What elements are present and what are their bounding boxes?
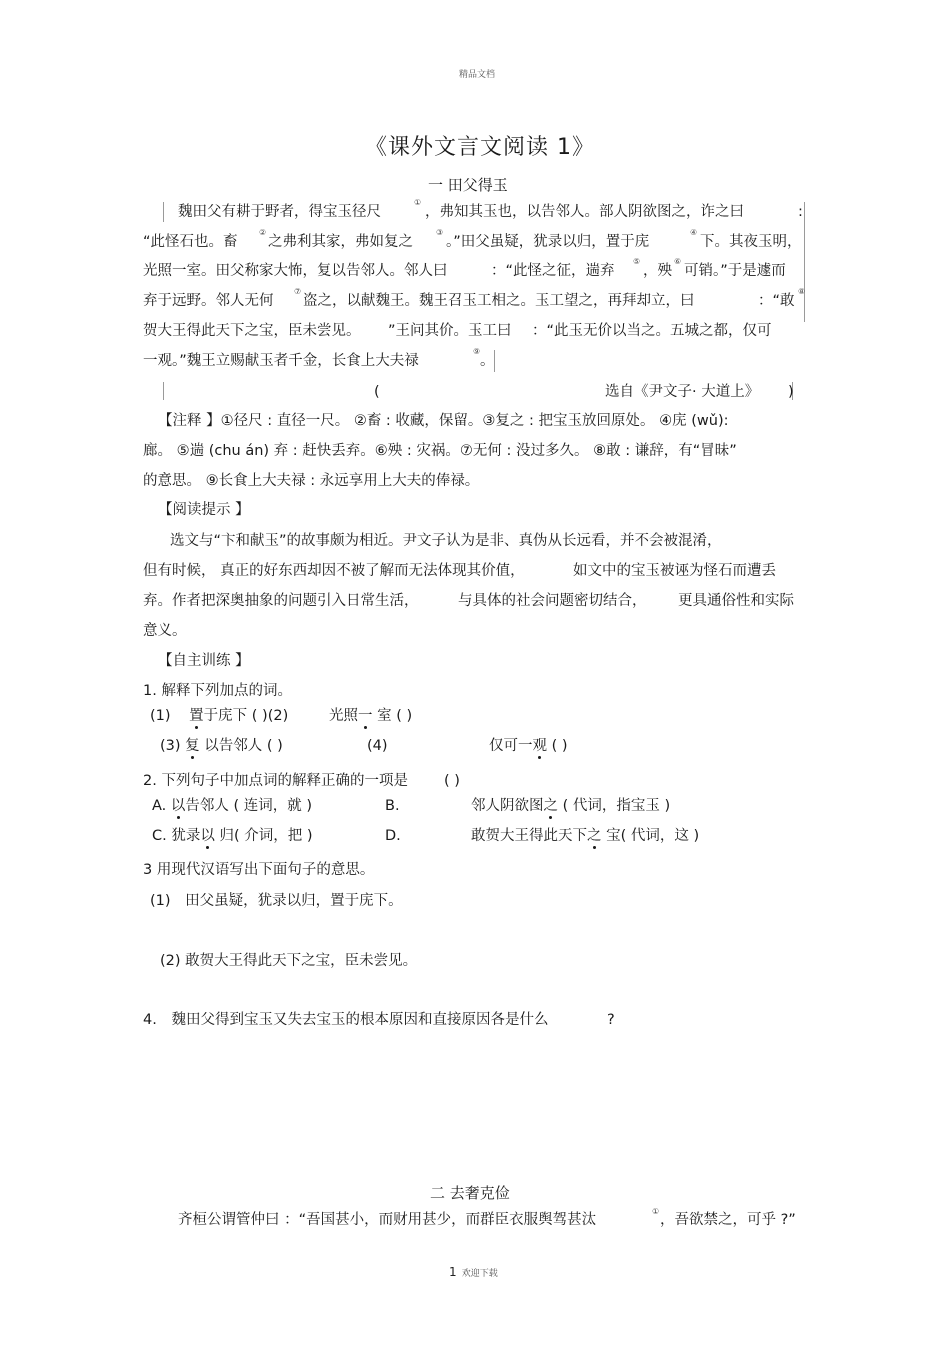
passage-line: 可销。”于是遽而 [684,263,786,279]
item-number: (1) [150,893,171,909]
passage-line: 一观。”魏王立赐献玉者千金，长食上大夫禄 [143,353,419,369]
item-text: 光照 [329,708,358,724]
notes-line: 【注释 】①径尺 : 直径一尺。 ②畜 : 收藏，保留。③复之 : 把宝玉放回原处。 ④庑 (wǔ): [158,413,729,429]
q3-item-1 [150,894,403,909]
dotted-word: 以 [170,798,186,814]
passage-line: 。”田父虽疑，犹录以归，置于庑 [446,234,650,250]
footer-label: 欢迎下载 [461,1269,498,1279]
section2-line: 齐桓公谓管仲曰 ：“吾国甚小，而财用甚少，而群臣衣服舆驾甚汰 [178,1212,597,1228]
footnote-marker: ② [259,228,267,237]
source-citation: 选自《尹文子· 大道上》 [605,384,760,400]
passage-line: ，弗知其玉也，以告邻人。部人阴欲图之，诈之曰 [425,204,744,220]
passage-line: 。 [480,353,495,369]
section2-line: ，吾欲禁之，可乎 ?” [660,1212,796,1228]
q1-item-1 [150,709,288,724]
item-number: (2) [160,953,181,969]
item-text: 仅可一 [489,738,533,754]
question-1: 1. 解释下列加点的词。 [143,683,292,699]
passage-line: 光照一室。田父称家大怖，复以告邻人。邻人曰 [143,263,448,279]
passage-line: ：“敢 [758,293,795,309]
frame-line [163,202,164,222]
q1-item-3 [160,739,283,754]
dotted-word: 复 [185,738,200,754]
footnote-marker: ① [414,198,422,207]
passage-line: 盗之，以献魏王。魏王召玉工相之。玉工望之，再拜却立，曰 [303,293,695,309]
q1-item-4 [489,739,568,754]
question-mark: ? [607,1012,615,1028]
section-heading-2: 二 去奢克俭 [430,1184,510,1202]
footnote-marker: ⑦ [294,287,302,296]
training-heading: 【自主训练 】 [158,653,250,669]
item-text: 敢贺大王得此天下之宝，臣未尝见。 [185,953,418,969]
passage-line: ，殃 [643,263,672,279]
notes-line: 的意思。 ⑨长食上大夫禄 : 永远享用上大夫的俸禄。 [143,473,480,489]
dotted-word: 之 [543,798,558,814]
dotted-word: 一 [358,708,373,724]
passage-line: 弃于远野。邻人无何 [143,293,274,309]
question-3: 3 用现代汉语写出下面句子的意思。 [143,862,375,878]
passage-line: ”王问其价。玉工曰 [388,323,512,339]
hint-heading: 【阅读提示 】 [158,502,250,518]
option-d-label[interactable]: D. [385,828,401,844]
question-2: 2. 下列句子中加点词的解释正确的一项是 [143,773,408,789]
option-d[interactable] [471,829,699,844]
footnote-marker: ⑥ [674,257,682,266]
q3-item-2 [160,954,417,969]
hint-line: 选文与“卞和献玉”的故事颇为相近。尹文子认为是非、真伪从长远看，并不会被混淆， [170,533,722,549]
item-text: 以告邻人 ( ) [199,738,283,754]
page-title: 《课外文言文阅读 1》 [365,135,595,160]
passage-line: “此怪石也。畜 [143,234,238,250]
dotted-word: 观 [532,738,547,754]
passage-line: 之弗利其家，弗如复之 [268,234,413,250]
passage-line: ：“此怪之征，遄弃 [491,263,615,279]
answer-paren: ( ) [444,773,460,789]
question-4 [143,1013,548,1028]
footnote-marker: ⑨ [473,347,481,356]
item-text: 于庑下 ( )(2) [203,708,289,724]
option-text: 告邻人 ( 连词，就 ) [185,798,313,814]
option-text: 归( 介词，把 ) [214,828,313,844]
hint-line: 但有时候， 真正的好东西却因不被了解而无法体现其价值， [143,563,525,579]
item-number: (1) [150,708,171,724]
hint-line: 与具体的社会问题密切结合， [458,593,647,609]
passage-line: 贺大王得此天下之宝，臣未尝见。 [143,323,361,339]
hint-line: 如文中的宝玉被诬为怪石而遭丢 [573,563,776,579]
hint-line: 意义。 [143,623,187,639]
dotted-word: 之 [587,828,602,844]
page-footer [449,1261,498,1280]
option-b[interactable] [471,799,670,814]
item-text: 田父虽疑，犹录以归，置于庑下。 [185,893,403,909]
item-number: (3) [160,738,181,754]
item-text: ( ) [547,738,568,754]
dotted-word: 置 [189,708,204,724]
dotted-word: 以 [200,828,215,844]
hint-line: 更具通俗性和实际 [678,593,794,609]
page-number: 1 [449,1265,457,1279]
option-text: 宝( 代词，这 ) [601,828,700,844]
option-text: 敢贺大王得此天下 [471,828,587,844]
frame-line [163,382,164,400]
source-close-paren: ) [788,384,794,400]
option-text: 犹录 [171,828,201,844]
option-label: A. [152,798,167,814]
passage-colon: : [798,204,803,220]
frame-line [804,202,805,322]
section-heading-1: 一 田父得玉 [428,176,508,194]
option-c[interactable] [152,829,313,844]
q1-item-2 [329,709,412,724]
notes-line: 廊。 ⑤遄 (chu án) 弃 : 赶快丢弃。⑥殃 : 灾祸。⑦无何 : 没过多久。 ⑧敢 : 谦辞，有“冒昧” [143,443,737,459]
passage-line: 魏田父有耕于野者，得宝玉径尺 [178,204,381,220]
footnote-marker: ⑧ [798,287,806,296]
page-header: 精品文档 [459,70,496,80]
footnote-marker: ⑤ [633,257,641,266]
option-a[interactable] [152,799,312,814]
footnote-marker: ③ [436,228,444,237]
option-text: ( 代词，指宝玉 ) [558,798,671,814]
passage-line: 下。其夜玉明， [700,234,802,250]
source-open-paren: ( [374,384,380,400]
footnote-marker: ④ [690,228,698,237]
passage-line: ：“此玉无价以当之。五城之都，仅可 [532,323,772,339]
item-text: 魏田父得到宝玉又失去宝玉的根本原因和直接原因各是什么 [171,1012,549,1028]
hint-line: 弃。作者把深奥抽象的问题引入日常生活， [143,593,419,609]
option-label: C. [152,828,167,844]
option-b-label[interactable]: B. [385,798,400,814]
option-text: 邻人阴欲图 [471,798,544,814]
footnote-marker: ① [652,1207,660,1216]
q1-item-4-number: (4) [367,738,388,754]
item-number: 4. [143,1012,157,1028]
item-text: 室 ( ) [372,708,413,724]
